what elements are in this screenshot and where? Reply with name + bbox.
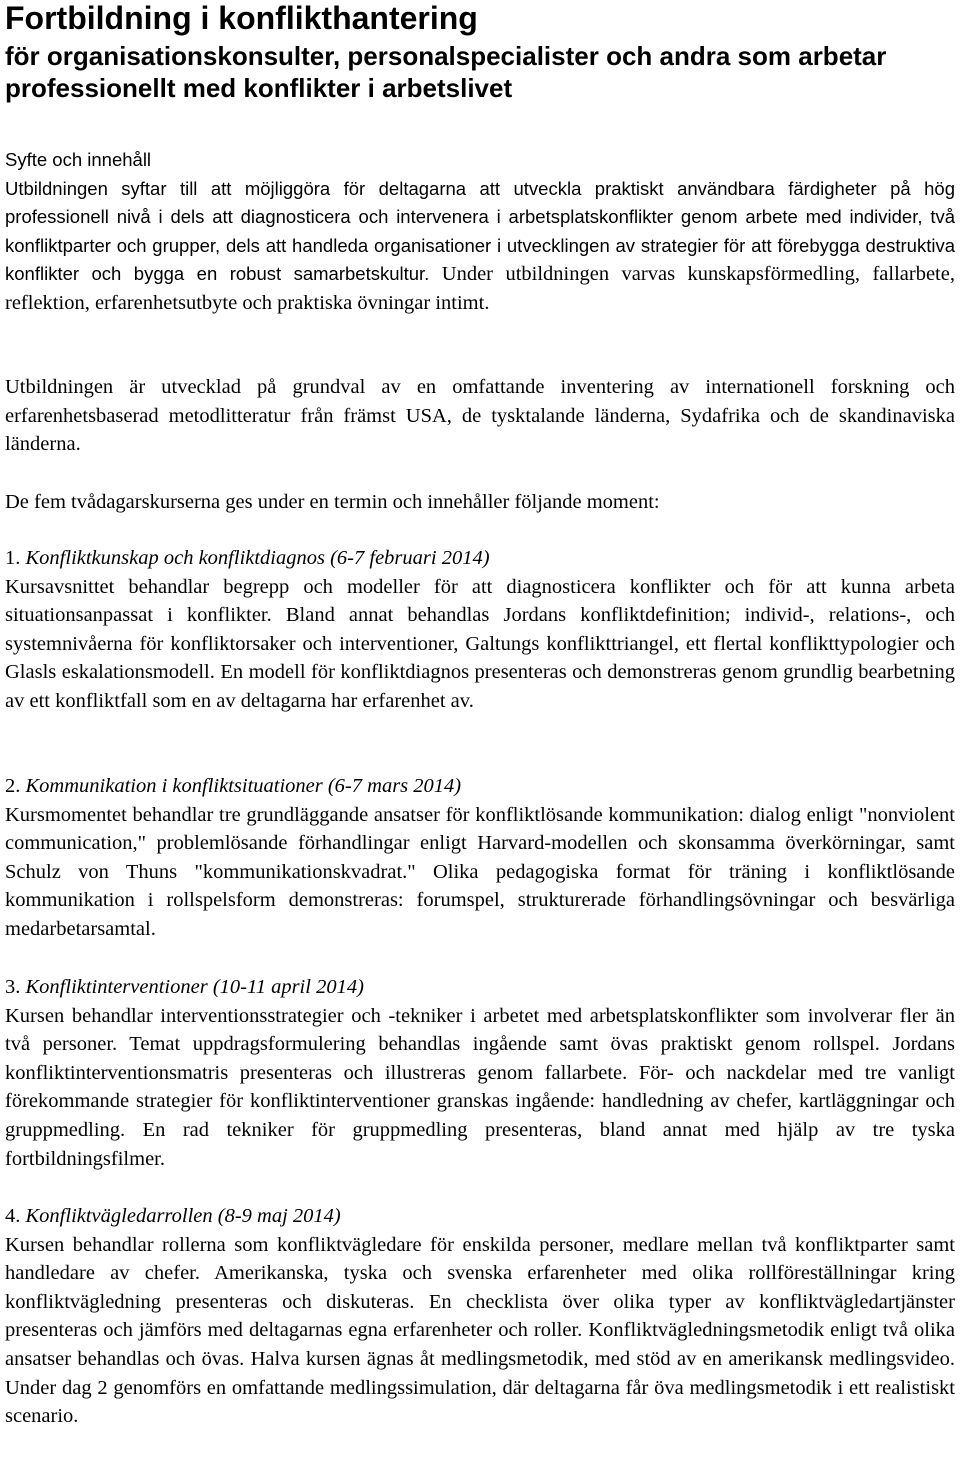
background-paragraph: Utbildningen är utvecklad på grundval av en omfattande inventering av internationell forskning och erfarenhetsbaserad metodlitteratur från främst USA, de tysktalande länderna, Sydafrika och de skandinaviska länderna. [5,376,955,456]
course-description: Kursen behandlar interventionsstrategier och -tekniker i arbetet med arbetsplatskonflikter som involverar fler än två personer. Temat uppdragsformulering behandlas ingående samt övas praktiskt genom rollspel. Jordans konfliktinterventionsmatris presenteras och illustreras genom fallarbete. För- och nackdelar med tre vanligt förekommande strategier för konfliktinterventioner granskas ingående: handledning av chefer, kartläggningar och gruppmedling. En rad tekniker för gruppmedling presenteras, bland annat med hjälp av tre tyska fortbildningsfilmer. [5,1004,955,1170]
course-description: Kursavsnittet behandlar begrepp och modeller för att diagnosticera konflikter och för att kunna arbeta situationsanpassat i konflikter. Bland annat behandlas Jordans konfliktdefinition; individ-, relations-, och systemnivåerna för konfliktorsaker och interventioner, Galtungs konflikttriangel, ett flertal konflikttypologier och Glasls eskalationsmodell. En modell för konfliktdiagnos presenteras och demonstreras genom grundlig bearbetning av ett konfliktfall som en av deltagarna har erfarenhet av. [5,575,955,712]
courses-intro: De fem tvådagarskurserna ges under en termin och innehåller följande moment: [5,491,660,513]
course-number: 2. [5,775,21,797]
purpose-heading: Syfte och innehåll [5,149,152,170]
course-number: 4. [5,1205,21,1227]
course-title: Konfliktvägledarrollen (8-9 maj 2014) [25,1205,341,1227]
purpose-paragraph [5,175,955,318]
document-title: Fortbildning i konflikthantering [5,0,478,36]
course-heading [5,772,955,801]
purpose-section [5,146,955,318]
course-2 [5,772,955,944]
course-title: Kommunikation i konfliktsituationer (6-7 mars 2014) [25,775,462,797]
course-title: Konfliktkunskap och konfliktdiagnos (6-7 februari 2014) [25,547,490,569]
document-page [5,0,955,1428]
background-section [5,373,955,459]
course-heading [5,544,955,573]
course-description: Kursmomentet behandlar tre grundläggande ansatser för konfliktlösande kommunikation: dialog enligt "nonviolent communication," problemlösande förhandlingar enligt Harvard-modellen och skonsamma överkörningar, samt Schulz von Thuns "kommunikationskvadrat." Olika pedagogiska format för träning i konfliktlösande kommunikation i rollspelsform demonstreras: forumspel, strukturerade förhandlingsövningar och besvärliga medarbetarsamtal. [5,803,955,940]
course-title: Konfliktinterventioner (10-11 april 2014) [25,976,364,998]
course-heading [5,1202,955,1231]
course-4 [5,1202,955,1431]
course-1 [5,544,955,716]
document-subtitle: för organisationskonsulter, personalspecialister och andra som arbetar professionellt med konflikter i arbetslivet [5,41,887,103]
course-3 [5,973,955,1173]
course-heading [5,973,955,1002]
course-number: 3. [5,976,21,998]
purpose-text-serif: Under utbildningen varvas kunskapsförmedling, fallarbete, reflektion, erfarenhetsutbyte och praktiska övningar intimt. [5,263,955,314]
course-number: 1. [5,547,21,569]
courses-intro-section [5,488,955,517]
purpose-text-sans: Utbildningen syftar till att möjliggöra för deltagarna att utveckla praktiskt användbara färdigheter på hög professionell nivå i dels att diagnosticera och intervenera i arbetsplatskonflikter genom arbete med individer, två konfliktparter och grupper, dels att handleda organisationer i utvecklingen av strategier för att förebygga destruktiva konflikter och bygga en robust samarbetskultur. [5,177,955,285]
course-description: Kursen behandlar rollerna som konfliktvägledare för enskilda personer, medlare mellan två konfliktparter samt handledare av chefer. Amerikanska, tyska och svenska erfarenheter med olika rollföreställningar kring konfliktvägledning presenteras och diskuteras. En checklista över olika typer av konfliktvägledartjänster presenteras och jämförs med deltagarnas egna erfarenheter och roller. Konfliktvägledningsmetodik enligt två olika ansatser behandlas och övas. Halva kursen ägnas åt medlingsmetodik, med stöd av en amerikansk medlingsvideo. Under dag 2 genomförs en omfattande medlingssimulation, där deltagarna får öva medlingsmetodik i ett realistiskt scenario. [5,1233,955,1428]
